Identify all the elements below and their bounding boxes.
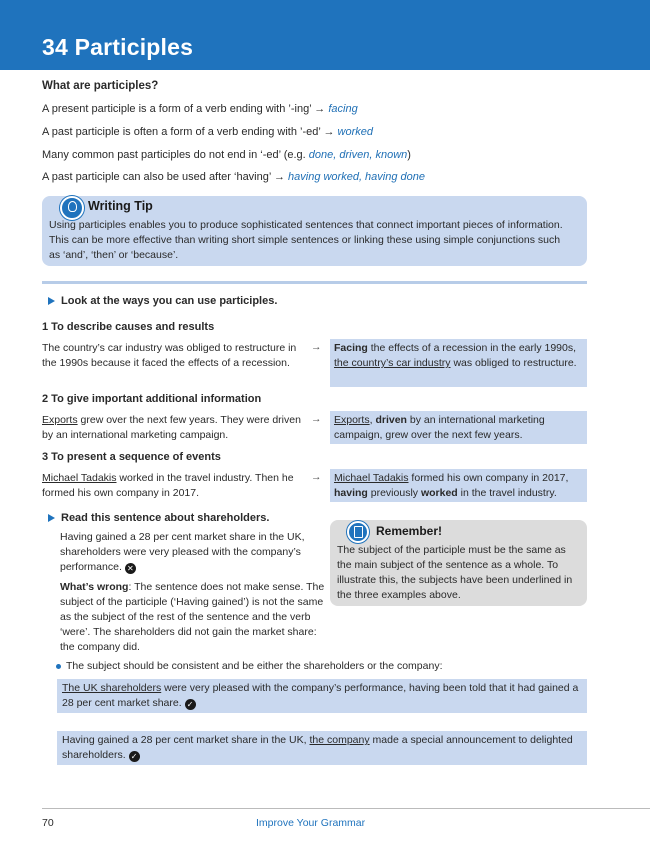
underlined-subject: Exports bbox=[334, 414, 370, 426]
sentence-text: in the travel industry. bbox=[457, 487, 557, 499]
sentence-text: the effects of a recession in the early 1990s, bbox=[367, 342, 577, 354]
participle-sentence bbox=[330, 339, 587, 387]
writing-tip-body: Using participles enables you to produce sophisticated sentences that connect important pieces of information. This can be more effective than writing short simple sentences or linking these using simple conjunctions such as ‘and’, ‘then’ or ‘because’. bbox=[49, 219, 563, 261]
sentence-text: Having gained a 28 per cent market share in the UK, bbox=[62, 734, 310, 746]
remember-title: Remember! bbox=[376, 524, 443, 538]
right-arrow-icon: → bbox=[311, 413, 322, 425]
remember-body: The subject of the participle must be the same as the main subject of the sentence as a whole. To illustrate this, the subjects have been underlined in the three examples above. bbox=[337, 544, 573, 601]
underlined-subject: The UK shareholders bbox=[62, 682, 162, 694]
look-instruction bbox=[48, 295, 277, 307]
section-heading: 2 To give important additional information bbox=[42, 393, 262, 405]
sentence-text: grew over the next few years. They were driven by an international marketing campaign. bbox=[42, 414, 301, 441]
section-heading: 1 To describe causes and results bbox=[42, 321, 215, 333]
remember-box bbox=[330, 520, 587, 606]
triangle-arrow-icon bbox=[48, 297, 55, 305]
book-title: Improve Your Grammar bbox=[256, 817, 366, 829]
sentence-text: was obliged to restructure. bbox=[450, 357, 577, 369]
sentence-text: made a special announcement to delighted shareholders. bbox=[62, 734, 573, 761]
correct-example bbox=[57, 679, 587, 713]
sentence-text: were very pleased with the company’s performance, having been told that it had gained a 28 per cent market share. bbox=[62, 682, 579, 709]
sentence-text: formed his own company in 2017, bbox=[408, 472, 569, 484]
intro-line-text: A present participle is a form of a verb ending with ’-ing’ → bbox=[42, 103, 329, 115]
participle-word: having bbox=[334, 487, 368, 499]
sentence-text: worked in the travel industry. Then he formed his own company in 2017. bbox=[42, 472, 294, 499]
participle-sentence bbox=[330, 469, 587, 502]
intro-line-suffix: ) bbox=[407, 149, 411, 161]
sentence-text: by an international marketing campaign, grew over the next few years. bbox=[334, 414, 545, 441]
triangle-arrow-icon bbox=[48, 514, 55, 522]
writing-tip-title: Writing Tip bbox=[88, 199, 153, 213]
bullet-point bbox=[56, 660, 442, 672]
correct-example bbox=[57, 731, 587, 765]
participle-word: Facing bbox=[334, 342, 368, 354]
intro-line bbox=[42, 103, 358, 115]
intro-line bbox=[42, 171, 425, 183]
underlined-subject: the country’s car industry bbox=[334, 357, 451, 369]
section-heading: 3 To present a sequence of events bbox=[42, 451, 221, 463]
whats-wrong-label: What’s wrong bbox=[60, 581, 129, 593]
whats-wrong-text: : The sentence does not make sense. The subject of the participle (‘Having gained’) is not the same as the subject of the rest of the sentence and the verb ‘were’. The shareholders did not gain the market share: the company did. bbox=[60, 581, 325, 653]
check-mark-icon: ✓ bbox=[129, 751, 140, 762]
intro-line-text: A past participle is often a form of a verb ending with ’-ed’ → bbox=[42, 126, 338, 138]
section-divider bbox=[42, 281, 587, 284]
writing-tip-box bbox=[42, 196, 587, 266]
intro-line-example: facing bbox=[328, 103, 358, 115]
chapter-header bbox=[0, 0, 650, 70]
intro-line-example: having worked, having done bbox=[288, 171, 425, 183]
intro-line bbox=[42, 126, 373, 138]
bullet-icon bbox=[56, 664, 61, 669]
underlined-subject: Michael Tadakis bbox=[334, 472, 409, 484]
underlined-subject: Michael Tadakis bbox=[42, 472, 117, 484]
cross-mark-icon: ✕ bbox=[125, 563, 136, 574]
look-text: Look at the ways you can use participles. bbox=[61, 295, 278, 307]
whats-wrong-paragraph bbox=[60, 580, 330, 655]
intro-line-example: worked bbox=[337, 126, 373, 138]
intro-heading: What are participles? bbox=[42, 80, 159, 92]
intro-line-text: Many common past participles do not end in ‘-ed’ (e.g. bbox=[42, 149, 309, 161]
check-mark-icon: ✓ bbox=[185, 699, 196, 710]
intro-line bbox=[42, 149, 411, 161]
original-sentence bbox=[42, 413, 304, 443]
right-arrow-icon: → bbox=[311, 471, 322, 483]
page-number: 70 bbox=[42, 817, 54, 829]
underlined-subject: the company bbox=[309, 734, 370, 746]
intro-line-text: A past participle can also be used after ‘having’ → bbox=[42, 171, 289, 183]
chapter-title: 34 Participles bbox=[42, 34, 194, 60]
sentence-text: , bbox=[369, 414, 376, 426]
intro-line-example: done, driven, known bbox=[308, 149, 408, 161]
original-sentence: The country’s car industry was obliged to restructure in the 1990s because it faced the effects of a recession. bbox=[42, 342, 297, 369]
read-text: Read this sentence about shareholders. bbox=[61, 512, 270, 524]
lightbulb-icon bbox=[60, 196, 84, 220]
participle-word: driven bbox=[375, 414, 407, 426]
shareholders-sentence bbox=[60, 530, 330, 575]
underlined-subject: Exports bbox=[42, 414, 78, 426]
sentence-text: previously bbox=[367, 487, 421, 499]
sentence-text: Having gained a 28 per cent market share in the UK, shareholders were very pleased with the company’s performance. bbox=[60, 531, 305, 573]
participle-sentence bbox=[330, 411, 587, 444]
read-instruction bbox=[48, 512, 269, 524]
original-sentence bbox=[42, 471, 304, 501]
right-arrow-icon: → bbox=[311, 341, 322, 353]
participle-word: worked bbox=[420, 487, 458, 499]
footer-divider bbox=[42, 808, 650, 809]
clipboard-icon bbox=[347, 521, 369, 543]
bullet-text: The subject should be consistent and be either the shareholders or the company: bbox=[66, 660, 443, 672]
